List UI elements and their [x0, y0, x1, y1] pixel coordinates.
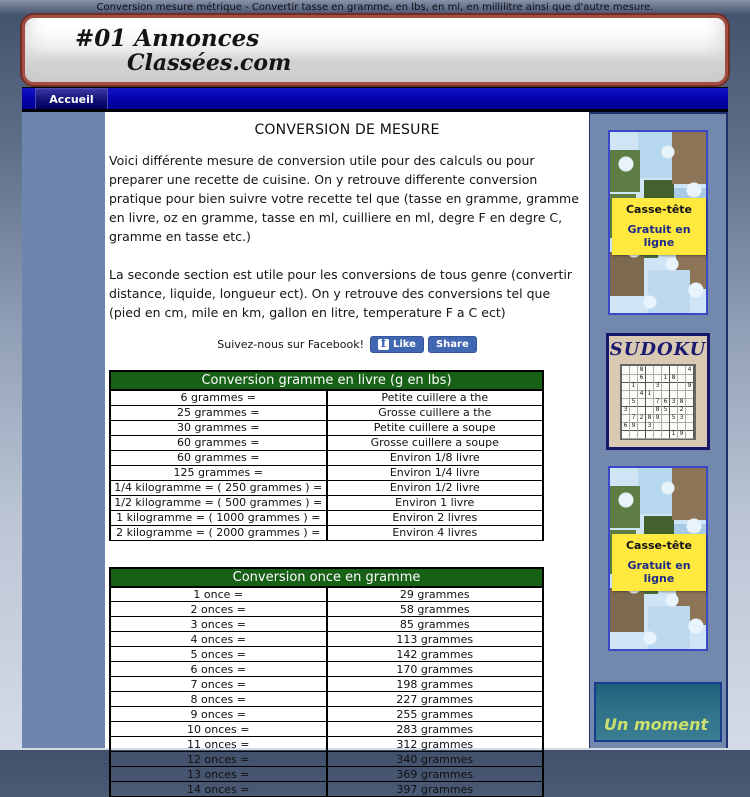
table-row — [110, 737, 543, 752]
table-row — [110, 510, 543, 525]
facebook-row — [109, 336, 585, 353]
once-cell: 6 onces = — [110, 662, 327, 677]
puzzle-ad-banner — [612, 534, 706, 591]
once-cell: 11 onces = — [110, 737, 327, 752]
left-spacer-column — [22, 112, 105, 748]
gramme-cell: 312 grammes — [327, 737, 544, 752]
once-cell: 14 onces = — [110, 782, 327, 797]
browser-title-bar — [0, 0, 750, 14]
main-navbar — [22, 87, 728, 112]
table-row — [110, 465, 543, 480]
page-heading: CONVERSION DE MESURE — [109, 122, 585, 138]
once-cell: 1 once = — [110, 587, 327, 602]
imperial-cell: Environ 1/8 livre — [327, 450, 544, 465]
imperial-cell: Environ 1 livre — [327, 495, 544, 510]
gramme-cell: 283 grammes — [327, 722, 544, 737]
table-row — [110, 420, 543, 435]
sudoku-row: 8 4 — [622, 366, 694, 374]
main-content — [105, 112, 589, 748]
gramme-cell: 255 grammes — [327, 707, 544, 722]
puzzle-ad-bottom[interactable] — [608, 466, 708, 651]
sudoku-row: 1 3 9 — [622, 382, 694, 390]
table-row — [110, 752, 543, 767]
sudoku-row: 3 8 5 2 — [622, 406, 694, 414]
imperial-cell: Petite cuillere a the — [327, 390, 544, 405]
gramme-cell: 198 grammes — [327, 677, 544, 692]
table-row — [110, 405, 543, 420]
puzzle-ad-top[interactable] — [608, 130, 708, 315]
puzzle-ad-banner — [612, 198, 706, 255]
metric-cell: 6 grammes = — [110, 390, 327, 405]
content-row — [22, 112, 728, 748]
table-row — [110, 435, 543, 450]
un-moment-label: Un moment — [604, 715, 708, 734]
like-label: Like — [393, 339, 416, 350]
page-wrapper — [22, 15, 728, 748]
once-cell: 5 onces = — [110, 647, 327, 662]
metric-cell: 1 kilogramme = ( 1000 grammes ) = — [110, 510, 327, 525]
metric-cell: 125 grammes = — [110, 465, 327, 480]
table-title: Conversion gramme en livre (g en lbs) — [110, 371, 543, 390]
imperial-cell: Environ 2 livres — [327, 510, 544, 525]
gramme-cell: 58 grammes — [327, 602, 544, 617]
metric-cell: 25 grammes = — [110, 405, 327, 420]
sudoku-row: 5 7 6 3 8 — [622, 398, 694, 406]
facebook-icon: f — [378, 339, 389, 350]
metric-cell: 2 kilogramme = ( 2000 grammes ) = — [110, 525, 327, 540]
site-logo-banner[interactable] — [22, 15, 728, 85]
share-label: Share — [436, 339, 469, 350]
right-sidebar — [589, 112, 728, 748]
table-gramme-en-livre — [109, 370, 544, 541]
table-row — [110, 722, 543, 737]
gramme-cell: 85 grammes — [327, 617, 544, 632]
un-moment-ad[interactable] — [594, 682, 722, 742]
once-cell: 13 onces = — [110, 767, 327, 782]
puzzle-ad-subtitle: Gratuit en ligne — [614, 559, 704, 585]
imperial-cell: Petite cuillere a soupe — [327, 420, 544, 435]
gramme-cell: 29 grammes — [327, 587, 544, 602]
imperial-cell: Environ 4 livres — [327, 525, 544, 540]
once-cell: 9 onces = — [110, 707, 327, 722]
intro-paragraph: Voici différente mesure de conversion utile pour des calculs ou pour preparer une recette de cuisine. On y retrouve differente conversion pratique pour bien suivre votre recette tel que (tasse en gramme, gramme en livre, oz en gramme, tasse en ml, cuilliere en ml, degre F en degre C, gramme en tasse etc.) — [109, 151, 585, 246]
gramme-cell: 142 grammes — [327, 647, 544, 662]
once-cell: 7 onces = — [110, 677, 327, 692]
second-paragraph: La seconde section est utile pour les conversions de tous genre (convertir distance, liquide, longueur ect). On y retrouve des conversions tel que (pied en cm, mile en km, gallon en litre, temperature F a C ect) — [109, 265, 585, 322]
table-row — [110, 390, 543, 405]
sudoku-title: SUDOKU — [610, 339, 707, 360]
once-cell: 12 onces = — [110, 752, 327, 767]
gramme-cell: 170 grammes — [327, 662, 544, 677]
table-row — [110, 707, 543, 722]
sudoku-row: 1 9 — [622, 430, 694, 438]
logo-line-1: #01 Annonces — [75, 26, 725, 51]
table-row — [110, 480, 543, 495]
imperial-cell: Grosse cuillere a the — [327, 405, 544, 420]
once-cell: 3 onces = — [110, 617, 327, 632]
imperial-cell: Environ 1/4 livre — [327, 465, 544, 480]
puzzle-ad-title: Casse-tête — [614, 539, 704, 552]
table-row — [110, 767, 543, 782]
once-cell: 8 onces = — [110, 692, 327, 707]
sudoku-row: 6 1 8 — [622, 374, 694, 382]
facebook-share-button[interactable] — [428, 336, 477, 353]
facebook-prompt: Suivez-nous sur Facebook! — [217, 338, 364, 351]
table-row — [110, 602, 543, 617]
table-row — [110, 450, 543, 465]
sudoku-row: 6 9 3 — [622, 422, 694, 430]
table-body — [110, 390, 543, 540]
sudoku-row: 4 1 — [622, 390, 694, 398]
metric-cell: 30 grammes = — [110, 420, 327, 435]
facebook-like-button[interactable] — [370, 336, 424, 353]
nav-tab-accueil[interactable]: Accueil — [35, 88, 108, 109]
table-title: Conversion once en gramme — [110, 568, 543, 587]
gramme-cell: 113 grammes — [327, 632, 544, 647]
metric-cell: 60 grammes = — [110, 435, 327, 450]
imperial-cell: Grosse cuillere a soupe — [327, 435, 544, 450]
gramme-cell: 397 grammes — [327, 782, 544, 797]
once-cell: 4 onces = — [110, 632, 327, 647]
imperial-cell: Environ 1/2 livre — [327, 480, 544, 495]
gramme-cell: 340 grammes — [327, 752, 544, 767]
table-row — [110, 782, 543, 797]
table-row — [110, 632, 543, 647]
sudoku-grid-image — [620, 364, 696, 440]
gramme-cell: 369 grammes — [327, 767, 544, 782]
table-row — [110, 647, 543, 662]
table-row — [110, 677, 543, 692]
once-cell: 2 onces = — [110, 602, 327, 617]
table-row — [110, 662, 543, 677]
table-body — [110, 587, 543, 797]
table-row — [110, 587, 543, 602]
table-row — [110, 495, 543, 510]
puzzle-ad-title: Casse-tête — [614, 203, 704, 216]
sudoku-row: 7 2 8 9 5 3 — [622, 414, 694, 422]
table-once-en-gramme — [109, 567, 544, 797]
puzzle-ad-subtitle: Gratuit en ligne — [614, 223, 704, 249]
logo-line-2: Classées.com — [127, 51, 725, 75]
table-row — [110, 525, 543, 540]
page-title-text: Conversion mesure métrique - Convertir tasse en gramme, en lbs, en ml, en millilitre ainsi que d'autre mesure. — [96, 2, 653, 13]
metric-cell: 1/4 kilogramme = ( 250 grammes ) = — [110, 480, 327, 495]
table-row — [110, 692, 543, 707]
gramme-cell: 227 grammes — [327, 692, 544, 707]
sudoku-ad[interactable] — [606, 333, 710, 450]
once-cell: 10 onces = — [110, 722, 327, 737]
metric-cell: 60 grammes = — [110, 450, 327, 465]
table-row — [110, 617, 543, 632]
metric-cell: 1/2 kilogramme = ( 500 grammes ) = — [110, 495, 327, 510]
